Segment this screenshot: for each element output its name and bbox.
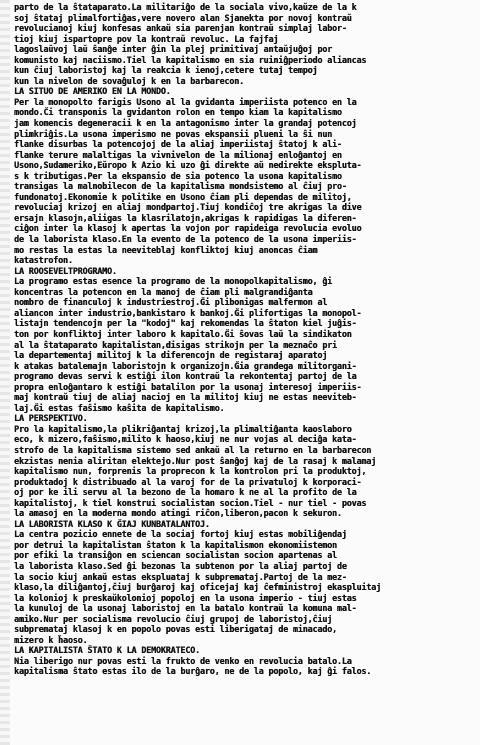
text-line: kun ĉiuj laboristoj kaj la reakcia k ienoj,cetere tutaj tempoj	[14, 65, 318, 76]
text-line: kun la nivelon de sovaĝuloj k en la barbarecon.	[14, 75, 244, 86]
text-line: nombro de financuloj k industriestroj.Ĝi plibonigas malfermon al	[14, 297, 328, 308]
text-line: fundonatoj.Ekonomie k politike en Usono ĉiam pli dependas de militoj,	[14, 191, 352, 202]
text-line: kapitalisma ŝtato estas ilo de la burĝaro, ne de la popolo, kaj ĝi falos.	[14, 666, 372, 677]
text-line: parto de la ŝtataparato.La militariĝo de la sociala vivo,kaŭze de la k	[14, 2, 357, 12]
text-line: strofo de la kapitalisma sistemo sed ankaŭ al la returno en la barbarecon	[14, 444, 372, 455]
text-line: ton por konfliktoj inter laboro k kapitalo.Ĝi ŝovas laŭ la sindikaton	[14, 328, 352, 339]
text-line: la kunuloj de la usonaj laboristoj en la batalo kontraŭ la komuna mal-	[14, 603, 357, 614]
text-line: produktadoj k distribuado al la varoj for de la privatuloj k korporaci-	[14, 476, 362, 487]
text-line: Per la monopolto farigis Usono al la gvidanta imperiista potenco en la	[14, 96, 357, 107]
text-line: la socio kiuj ankaŭ estas ekspluataj k subpremataj.Partoj de la mez-	[14, 571, 347, 582]
text-line: subpremataj klasoj k en popolo povas esti liberigataj de minacado,	[14, 624, 337, 635]
text-line: plimkriĝis.La usona imperismo ne povas ekspansii plueni la ŝi nun	[14, 128, 332, 139]
text-line: La centra pozicio ennete de la sociaj fortoj kiuj estas mobiliĝendaj	[14, 529, 347, 540]
text-line: koncentras la potencon en la manoj de ĉiam pli malgrandiĝanta	[14, 286, 313, 297]
text-line: aliancon inter industrio,bankistaro k bankoj.Ĝi plifortigas la monopol-	[14, 307, 362, 318]
text-line: Nia liberigo nur povas esti la frukto de venko en revolucia batalo.La	[14, 655, 352, 666]
text-line: mondo.Ĉi transponis la gvidanton rolon en tempo kiam la kapitalismo	[14, 107, 342, 118]
text-line: flanke disurbas la potencojoj de la aliaj imperiistaj ŝtatoj k ali-	[14, 139, 342, 150]
text-line: k atakas batalemajn laboristojn k organizojn.Ĝia grandega militorgani-	[14, 360, 357, 371]
text-line: oj por ke ili servu al la bezono de la homaro k ne al la profito de la	[14, 487, 357, 498]
text-line: la departementaj militoj k la diferencojn de registaraj aparatoj	[14, 350, 328, 361]
text-line: al la ŝtataparato kapitalistan,disigas strikojn per la meznaĉo pri	[14, 339, 337, 350]
text-line: Pro la kapitalismo,la plikriĝantaj krizoj,la plimaltiĝanta kaoslaboro	[14, 423, 352, 434]
section-heading: LA LABORISTA KLASO K ĜIAJ KUNBATALANTOJ.	[14, 518, 210, 529]
text-line: La programo estas esence la programo de la monopolkapitalismo, ĝi	[14, 276, 332, 287]
text-line: flanke terure malaltigas la vivnivelon de la milionaj enloĝantoj en	[14, 149, 342, 160]
text-line: klaso,la diliĝantoj,ĉiuj burĝaroj kaj oficejaj kaj ĉefministroj ekaspluitaj	[14, 582, 381, 593]
text-line: la amasoj en la moderna mondo atingi riĉon,liberon,pacon k sekuron.	[14, 508, 342, 519]
text-line: laj.Ĝi estas faŝismo kaŝita de kapitalismo.	[14, 402, 225, 413]
text-line: la kolonioj k preskaŭkolonioj popoloj en la usona imperio - tiuj estas	[14, 592, 357, 603]
section-heading: LA SITUO DE AMERIKO EN LA MONDO.	[14, 86, 171, 97]
text-line: s k tributigas.Per la ekspansio de sia potenco la usona kapitalismo	[14, 170, 342, 181]
text-line: propra enloĝantaro k estiĝi batalilon por la usonaj interesoj imperiis-	[14, 381, 362, 392]
text-line: ciĝon inter la klasoj k apertas la vojon por rapideiga revolucia evoluo	[14, 223, 362, 234]
section-heading: LA ROOSEVELTPROGRAMO.	[14, 265, 117, 276]
section-heading: LA PERSPEKTIVO.	[14, 413, 88, 424]
text-line: soj ŝtataj plimalfortiĝas,vere novero alan Sjanekta por novoj kontraŭ	[14, 12, 352, 23]
text-line: por detrui la kapitalistan ŝtaton k la kapitalismon ekonomiistemon	[14, 539, 337, 550]
section-heading: LA KAPITALISTA ŜTATO K LA DEMOKRATECO.	[14, 645, 200, 656]
text-line: amiko.Nur per socialisma revolucio ĉiuj grupoj de laboristoj,ĉiuj	[14, 613, 332, 624]
text-line: ersajn klasojn,aliigas la klasrilatojn,akrigas k rapidigas la diferen-	[14, 212, 357, 223]
text-line: lagoslaŭvoj laŭ ŝanĝe inter ĝin la plej primitivaj antaŭjuĝoj por	[14, 44, 332, 55]
text-line: jam komencis degeneracii k en la antagonismo inter la grandaj potencoj	[14, 118, 357, 129]
text-line: mizero k ĥaoso.	[14, 634, 88, 645]
text-line: katastrofon.	[14, 255, 73, 266]
text-line: maj kontraŭ tiuj de aliaj nacioj en la militoj kiuj ne estas neeviteb-	[14, 392, 357, 403]
text-line: mo restas la estas la neeviteblaj konfliktoj kiuj anoncas ĉiam	[14, 244, 318, 255]
text-line: komunisto kaj naciismo.Tiel la kapitalismo en sia ruiniĝperiodo aliancas	[14, 54, 367, 65]
text-line: revolucianoj kiuj konfesas ankaŭ sia parenjan kontraŭ simplaj labor-	[14, 23, 347, 34]
text-line: de la laborista klaso.En la evento de la potenco de la usona imperiis-	[14, 234, 357, 245]
text-line: revoluciaj krizoj en aliaj mondpartoj.Tiuj kondiĉoj tre akrigas la dive	[14, 202, 362, 213]
paper-edge	[0, 0, 10, 745]
text-line: por efiki la transiĝon en sciencan socialistan socion apartenas al	[14, 550, 337, 561]
text-line: tioj kiuj ispartopre pov la kontraŭ revoluc. La fajfaj	[14, 33, 279, 44]
text-line: Usono,Sudameriko,Eŭropo k Azio ki uzo ĝi direkte aŭ nedirekte ekspluta-	[14, 160, 362, 171]
text-line: ekzistas nenia aliritan elektejo.Nur post ŝanĝoj kaj de la rasaj k malamaj	[14, 455, 377, 466]
text-line: programo devas servi k estiĝi ilon kontraŭ la rekontentaj partoj de la	[14, 371, 357, 382]
text-line: kapitalistoj, k tiel konstrui socialistan socion.Tiel - nur tiel - povas	[14, 497, 367, 508]
text-line: kapitalismo nun, forprenis la proprecon k la kontrolon pri la produktoj,	[14, 466, 367, 477]
document-body	[14, 2, 474, 677]
text-line: listajn tendencojn per la "kodoj" kaj rekomendas la ŝtaton kiel juĝis-	[14, 318, 357, 329]
text-line: transigas la malnobilecon de la kapitalisma mondsistemo al ĉiuj pro-	[14, 181, 347, 192]
text-line: la laborista klaso.Sed ĝi bezonas la subtenon por la aliaj partoj de	[14, 560, 347, 571]
text-line: eco, k mizero,faŝismo,milito k ĥaoso,kiuj ne nur vojas al deciĝa kata-	[14, 434, 357, 445]
